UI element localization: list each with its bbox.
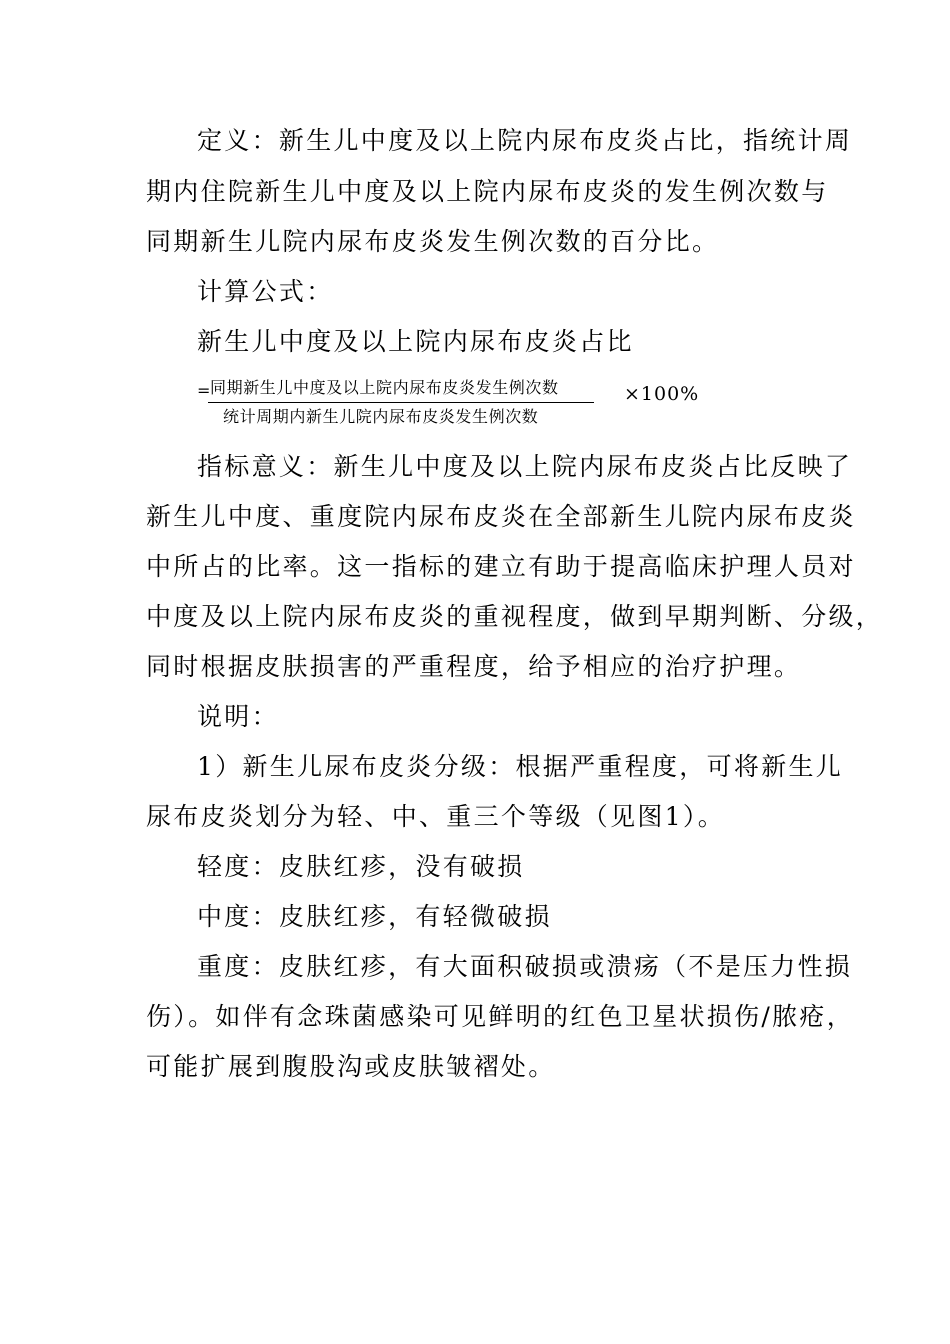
notes-item1-line-1: 1）新生儿尿布皮炎分级：根据严重程度，可将新生儿: [197, 752, 844, 781]
grade-moderate: 中度：皮肤红疹，有轻微破损: [197, 902, 552, 931]
formula-equals-sign: =: [197, 381, 211, 400]
formula-heading: 计算公式：: [197, 277, 334, 306]
notes-item1-line-2: 尿布皮炎划分为轻、中、重三个等级（见图1）。: [146, 802, 726, 831]
grade-severe-line-1: 重度：皮肤红疹，有大面积破损或溃疡（不是压力性损: [197, 952, 853, 981]
formula-fraction-bar: [208, 402, 594, 403]
significance-line-2: 新生儿中度、重度院内尿布皮炎在全部新生儿院内尿布皮炎: [146, 502, 856, 531]
formula-multiplier: ×100%: [624, 383, 700, 405]
definition-line-3: 同期新生儿院内尿布皮炎发生例次数的百分比。: [146, 227, 720, 256]
definition-line-2: 期内住院新生儿中度及以上院内尿布皮炎的发生例次数与: [146, 177, 829, 206]
formula-numerator: 同期新生儿中度及以上院内尿布皮炎发生例次数: [210, 378, 559, 397]
notes-heading: 说明：: [197, 702, 279, 731]
significance-line-3: 中所占的比率。这一指标的建立有助于提高临床护理人员对: [146, 552, 856, 581]
formula-name: 新生儿中度及以上院内尿布皮炎占比: [197, 327, 634, 356]
grade-mild: 轻度：皮肤红疹，没有破损: [197, 852, 525, 881]
grade-severe-line-2: 伤）。如伴有念珠菌感染可见鲜明的红色卫星状损伤/脓疮，: [146, 1002, 855, 1031]
formula-denominator: 统计周期内新生儿院内尿布皮炎发生例次数: [223, 407, 539, 426]
significance-line-5: 同时根据皮肤损害的严重程度，给予相应的治疗护理。: [146, 652, 802, 681]
significance-line-1: 指标意义：新生儿中度及以上院内尿布皮炎占比反映了: [197, 452, 853, 481]
definition-line-1: 定义：新生儿中度及以上院内尿布皮炎占比，指统计周: [197, 126, 853, 155]
significance-line-4: 中度及以上院内尿布皮炎的重视程度，做到早期判断、分级，: [146, 602, 884, 631]
grade-severe-line-3: 可能扩展到腹股沟或皮肤皱褶处。: [146, 1052, 556, 1081]
